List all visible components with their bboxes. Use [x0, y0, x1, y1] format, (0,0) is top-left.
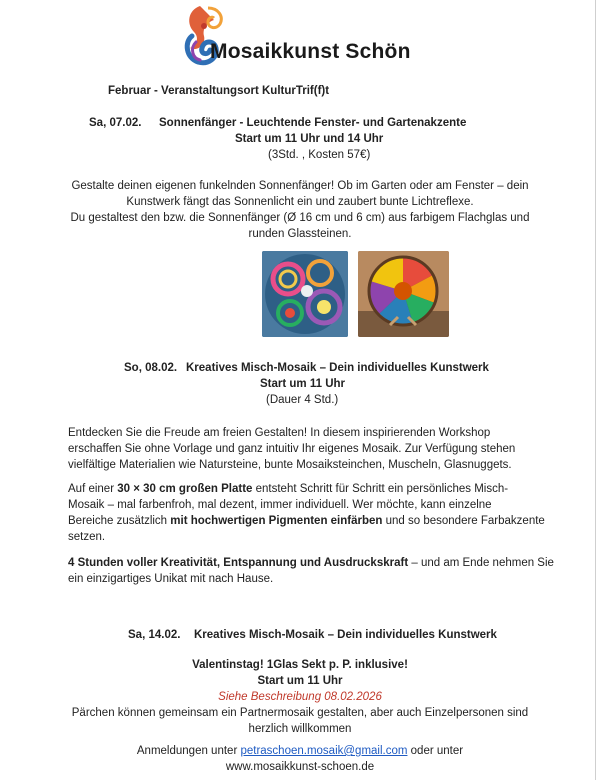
registration-line — [0, 743, 600, 759]
event1-desc-line4: runden Glassteinen. — [248, 228, 352, 240]
event1-start: Start um 11 Uhr und 14 Uhr — [235, 133, 384, 145]
event2-para1-line1: Entdecken Sie die Freude am freien Gestalten! In diesem inspirierenden Workshop — [68, 427, 491, 439]
email-link[interactable]: petraschoen.mosaik@gmail.com — [240, 745, 408, 757]
event3-desc-line2: herzlich willkommen — [248, 723, 352, 735]
event3-valentine: Valentinstag! 1Glas Sekt p. P. inklusive! — [192, 659, 408, 671]
registration-prefix: Anmeldungen unter — [136, 745, 241, 757]
month-venue-line: Februar - Veranstaltungsort KulturTrif(f)t — [108, 85, 330, 97]
event1-desc-line2: Kunstwerk fängt das Sonnenlicht ein und zaubert bunte Lichtreflexe. — [126, 196, 474, 208]
event2-para1-line3: vielfältige Materialien wie Natursteine, bunte Mosaiksteinchen, Muscheln, Glasnuggets. — [68, 459, 512, 471]
website-line[interactable]: www.mosaikkunst-schoen.de — [225, 761, 375, 773]
event2-para2-line1: Auf einer 30 × 30 cm großen Platte entsteht Schritt für Schritt ein persönliches Misch- — [68, 483, 509, 495]
event2-date: So, 08.02. — [124, 362, 178, 374]
event2-para2-line3: Bereiche zusätzlich mit hochwertigen Pigmenten einfärben und so besondere Farbakzente — [68, 515, 545, 527]
event1-title: Sonnenfänger - Leuchtende Fenster- und Gartenakzente — [159, 117, 467, 129]
event1-meta: (3Std. , Kosten 57€) — [268, 149, 371, 161]
event1-desc-line3: Du gestaltest den bzw. die Sonnenfänger (Ø 16 cm und 6 cm) aus farbigem Flachglas und — [70, 212, 530, 224]
event3-desc-line1: Pärchen können gemeinsam ein Partnermosaik gestalten, aber auch Einzelpersonen sind — [71, 707, 529, 719]
event3-start: Start um 11 Uhr — [257, 675, 343, 687]
event3-see-description: Siehe Beschreibung 08.02.2026 — [218, 691, 382, 703]
mosaic-photo-1 — [262, 251, 348, 337]
event2-meta: (Dauer 4 Std.) — [266, 394, 339, 406]
registration-suffix: oder unter — [407, 745, 464, 757]
brand-name: Mosaikkunst Schön — [210, 40, 411, 63]
event1-desc-line1: Gestalte deinen eigenen funkelnden Sonnenfänger! Ob im Garten oder am Fenster – dein — [71, 180, 529, 192]
event2-para3-line2: ein einzigartiges Unikat mit nach Hause. — [68, 573, 274, 585]
event2-para2-line2: Mosaik – mal farbenfroh, mal dezent, immer individuell. Wer möchte, kann einzelne — [68, 499, 492, 511]
mosaic-photo-2 — [358, 251, 449, 337]
event1-date: Sa, 07.02. — [89, 117, 142, 129]
event2-para2-line4: setzen. — [68, 531, 106, 543]
event2-title: Kreatives Misch-Mosaik – Dein individuelles Kunstwerk — [186, 362, 489, 374]
event2-para3-line1: 4 Stunden voller Kreativität, Entspannung und Ausdruckskraft – und am Ende nehmen Sie — [68, 557, 554, 569]
event3-date: Sa, 14.02. — [128, 629, 181, 641]
event2-para1-line2: erschaffen Sie ohne Vorlage und ganz intuitiv Ihr eigenes Mosaik. Zur Verfügung stehen — [68, 443, 516, 455]
event2-start: Start um 11 Uhr — [260, 378, 345, 390]
event3-title: Kreatives Misch-Mosaik – Dein individuelles Kunstwerk — [194, 629, 497, 641]
